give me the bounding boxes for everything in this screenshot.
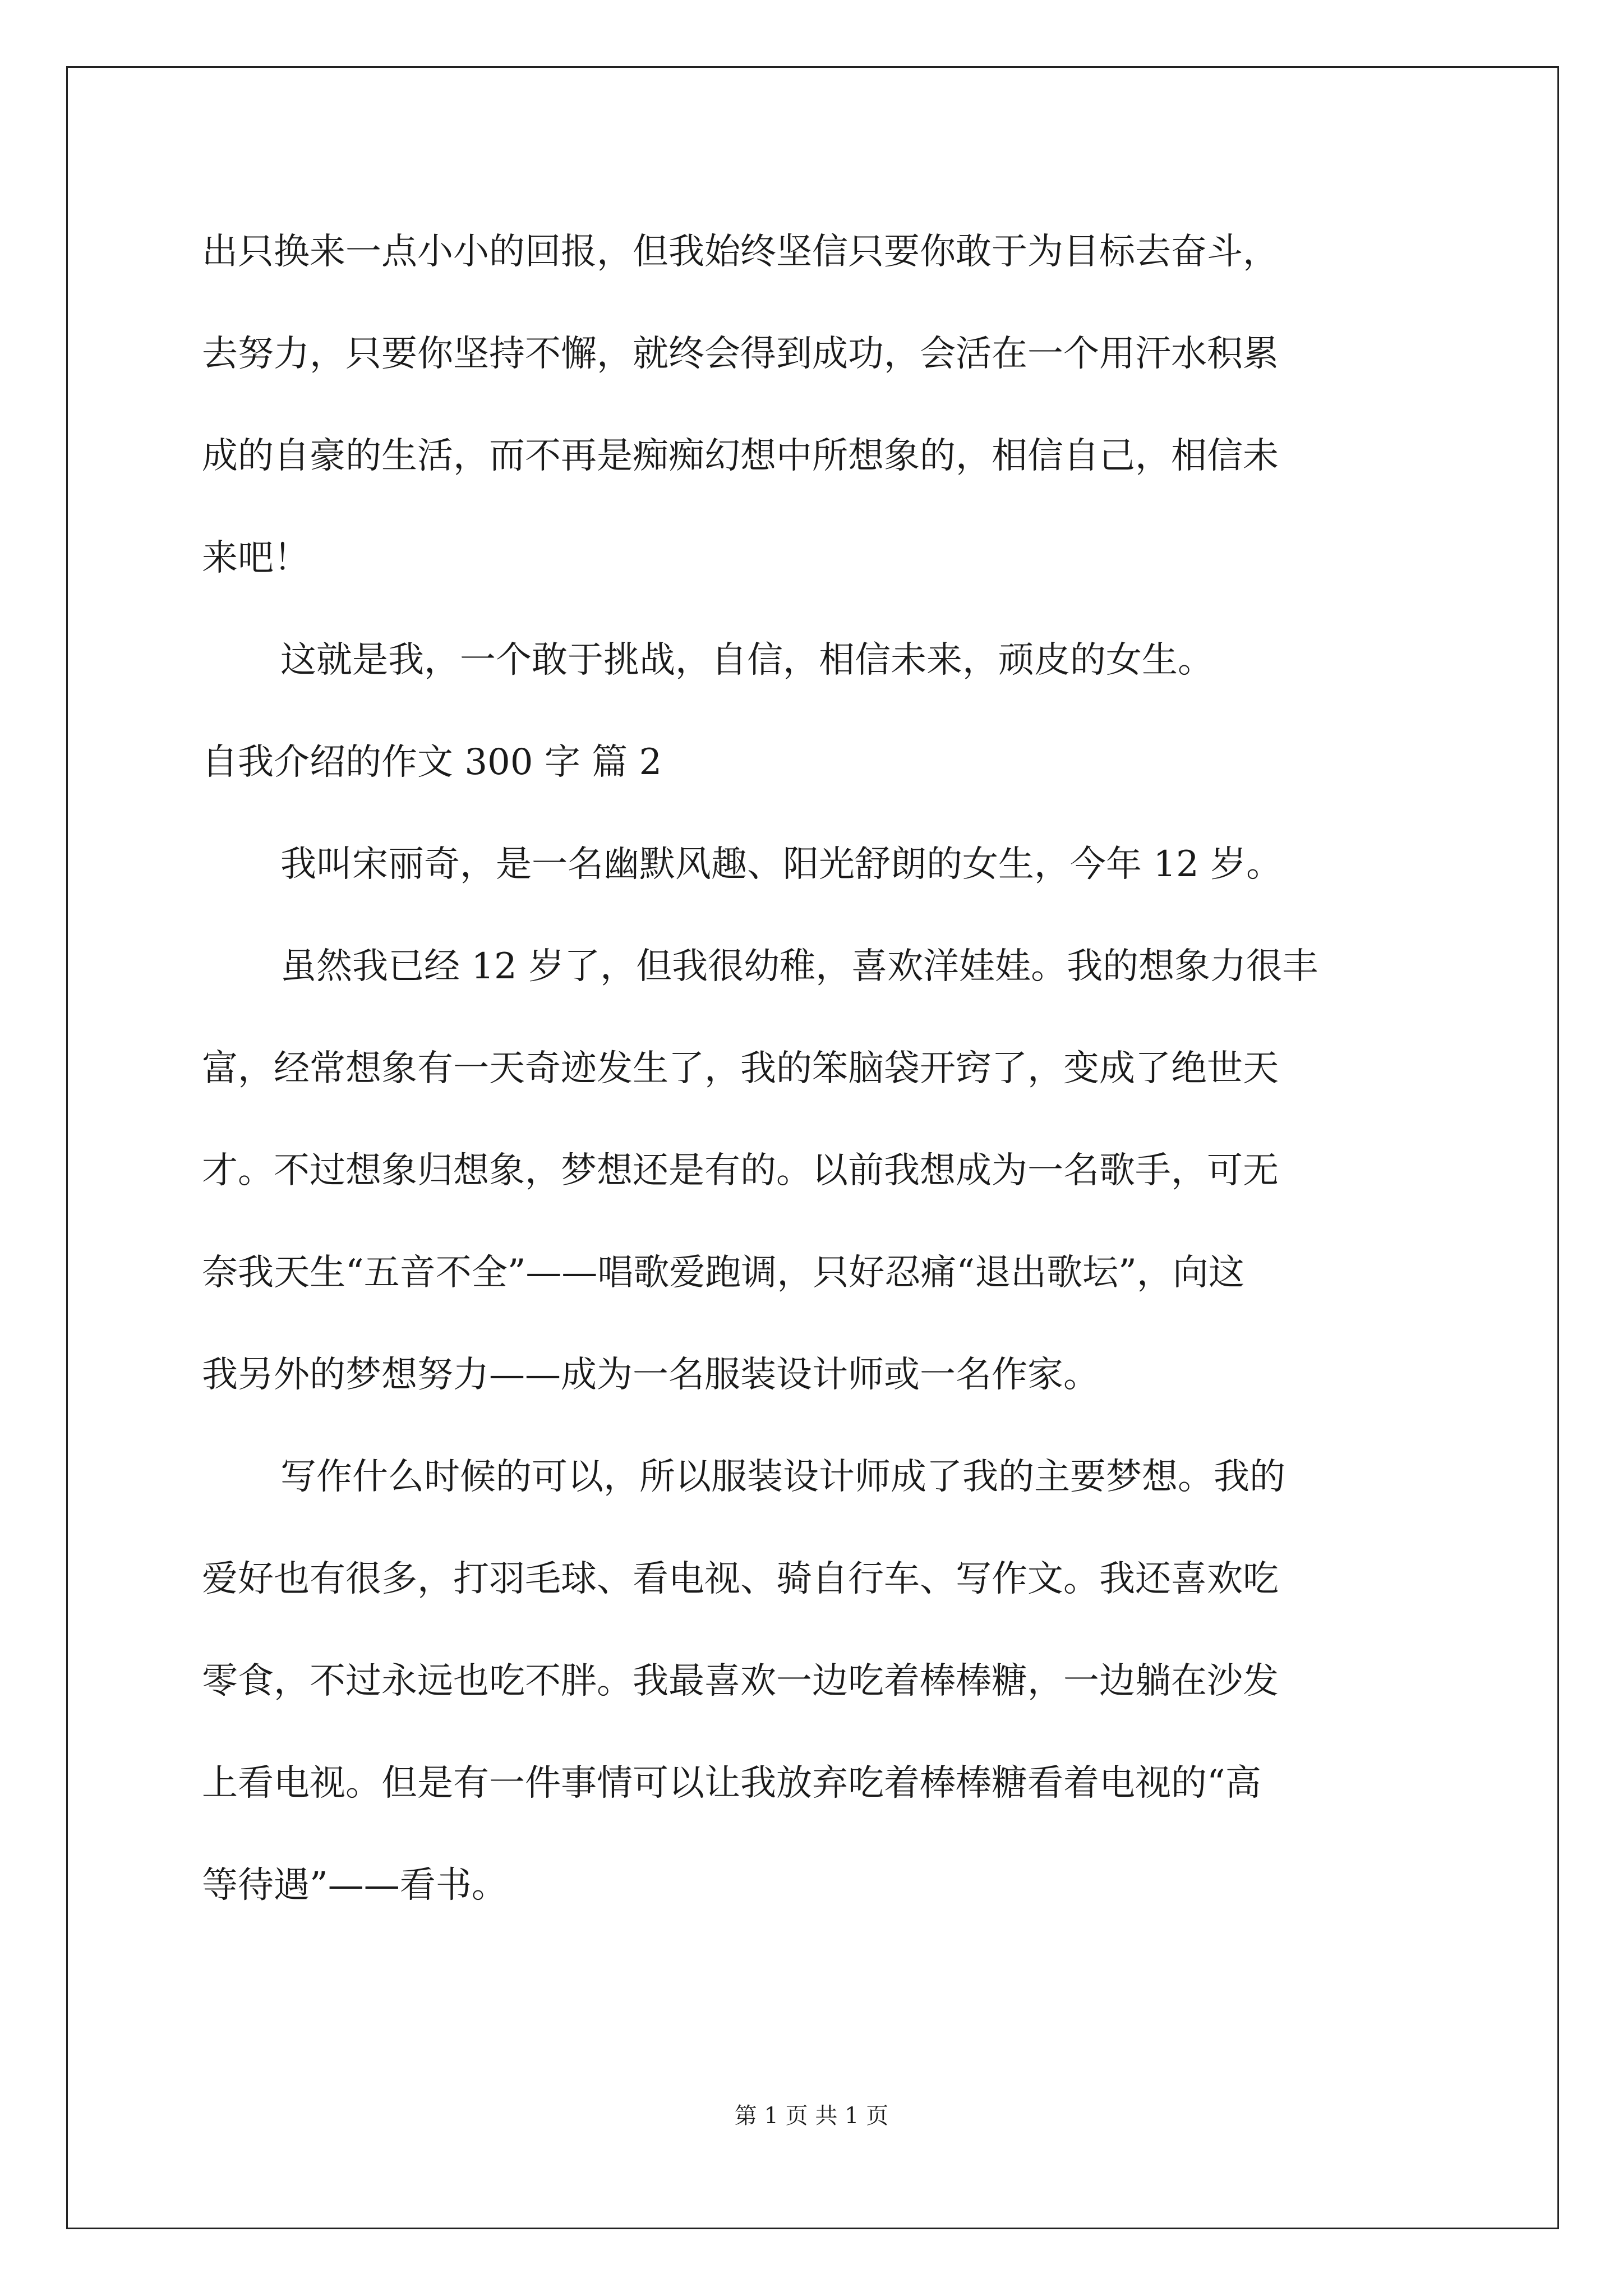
paragraph-line: 来吧！ (202, 537, 310, 579)
paragraph-line: 这就是我，一个敢于挑战，自信，相信未来，顽皮的女生。 (280, 639, 1214, 681)
paragraph-line: 成的自豪的生活，而不再是痴痴幻想中所想象的，相信自己，相信未 (202, 435, 1279, 477)
paragraph-line: 我另外的梦想努力——成为一名服装设计师或一名作家。 (202, 1354, 1099, 1396)
paragraph-line: 去努力，只要你坚持不懈，就终会得到成功，会活在一个用汗水积累 (202, 333, 1279, 375)
paragraph-line: 虽然我已经 12 岁了，但我很幼稚，喜欢洋娃娃。我的想象力很丰 (280, 946, 1318, 987)
section-heading: 自我介绍的作文 300 字 篇 2 (202, 742, 662, 783)
paragraph-line: 奈我天生“五音不全”——唱歌爱跑调，只好忍痛“退出歌坛”，向这 (202, 1252, 1244, 1294)
paragraph-line: 出只换来一点小小的回报，但我始终坚信只要你敢于为目标去奋斗， (202, 231, 1279, 273)
paragraph-line: 爱好也有很多，打羽毛球、看电视、骑自行车、写作文。我还喜欢吃 (202, 1558, 1279, 1600)
page-number-footer: 第 1 页 共 1 页 (734, 2103, 889, 2129)
paragraph-line: 上看电视。但是有一件事情可以让我放弃吃着棒棒糖看着电视的“高 (202, 1763, 1261, 1804)
paragraph-line: 我叫宋丽奇，是一名幽默风趣、阳光舒朗的女生，今年 12 岁。 (280, 844, 1283, 885)
paragraph-line: 才。不过想象归想象，梦想还是有的。以前我想成为一名歌手，可无 (202, 1150, 1279, 1191)
paragraph-line: 零食，不过永远也吃不胖。我最喜欢一边吃着棒棒糖，一边躺在沙发 (202, 1660, 1279, 1702)
paragraph-line: 写作什么时候的可以，所以服装设计师成了我的主要梦想。我的 (280, 1456, 1285, 1498)
document-body (202, 201, 1430, 1936)
paragraph-line: 富，经常想象有一天奇迹发生了，我的笨脑袋开窍了，变成了绝世天 (202, 1048, 1279, 1089)
paragraph-line: 等待遇”——看书。 (202, 1865, 508, 1906)
